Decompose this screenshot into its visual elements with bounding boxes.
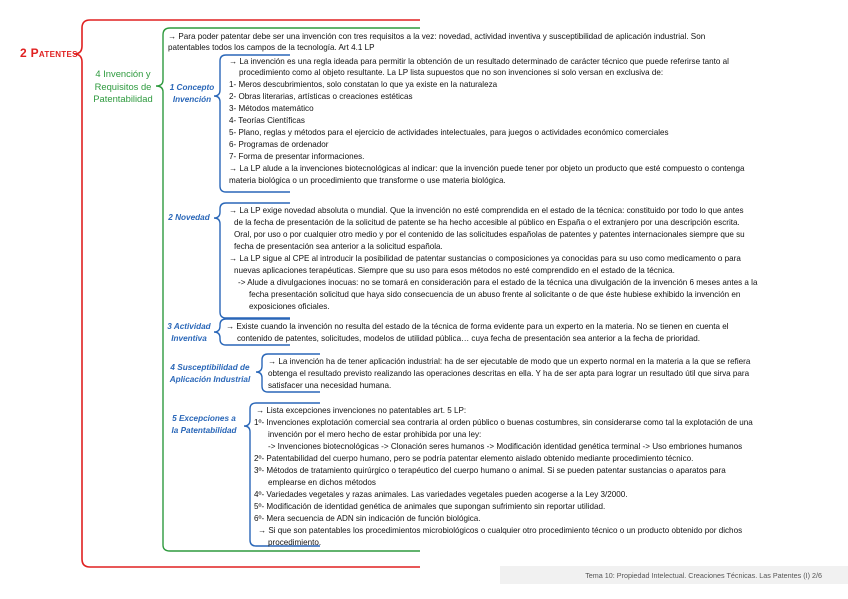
text-line: 7- Forma de presentar informaciones. bbox=[229, 152, 365, 161]
text-line: 3º- Métodos de tratamiento quirúrgico o terapéutico del cuerpo humano o animal. Si se pueden patentar sustancias o aparatos para bbox=[254, 466, 726, 475]
text-line: → Lista excepciones invenciones no patentables art. 5 LP: bbox=[256, 406, 467, 415]
text-line: → La LP sigue al CPE al introducir la posibilidad de patentar sustancias o composiciones ya conocidas para su uso como medicamento o para bbox=[229, 254, 741, 263]
text-line: -> Invenciones biotecnológicas -> Clonación seres humanos -> Modificación identidad genética terminal -> Uso embriones humanos bbox=[268, 442, 743, 451]
text-line: nuevas aplicaciones terapéuticas. Siempre que su uso para esos métodos no esté comprendido en el estado de la técnica. bbox=[234, 266, 675, 275]
text-line: materia biológica o un procedimiento que transforme o use materia biológica. bbox=[229, 176, 506, 185]
block-label-actividad: 3 Actividad Inventiva bbox=[167, 322, 211, 343]
text-line: 3- Métodos matemático bbox=[229, 104, 314, 113]
text-line: → La invención es una regla ideada para permitir la obtención de un resultado determinado de carácter técnico que puede referirse tanto al bbox=[229, 57, 729, 66]
text-line: → Existe cuando la invención no resulta del estado de la técnica de forma evidente para un experto en la materia. No se tienen en cuenta el bbox=[226, 322, 729, 331]
text-line: 4º- Variedades vegetales y razas animales. Las variedades vegetales pueden acogerse a la Ley 3/2000. bbox=[254, 490, 628, 499]
text-line: fecha presentación solicitud que haya sido consecuencia de un abuso frente al solicitante o de que éste hubiese exhibido la invención en bbox=[249, 290, 741, 299]
text-line: 6º- Mera secuencia de ADN sin indicación de función biológica. bbox=[254, 514, 481, 523]
page-title: 2 Patentes bbox=[20, 46, 78, 60]
text-line: fecha de presentación sea anterior a la solicitud española. bbox=[234, 242, 443, 251]
text-line: → La invención ha de tener aplicación industrial: ha de ser ejecutable de modo que un experto normal en la materia a la que se refiera bbox=[268, 357, 751, 366]
text-line: exposiciones oficiales. bbox=[249, 302, 330, 311]
text-line: 2- Obras literarias, artísticas o creaciones estéticas bbox=[229, 92, 413, 101]
section-title: 4 Invención y Requisitos de Patentabilidad bbox=[93, 68, 153, 104]
text-line: Oral, por uso o por cualquier otro medio y por el contenido de las solicitudes españolas de patentes y patentes internacionales siempre que su bbox=[234, 230, 745, 239]
intro-line: patentables todos los campos de la tecnología. Art 4.1 LP bbox=[168, 43, 375, 52]
block-label-concepto: 1 Concepto Invención bbox=[169, 83, 215, 104]
text-line: de la fecha de presentación de la solicitud de patente se ha hecho accesible al público en España o el extranjero por una descripción escrita. bbox=[234, 218, 740, 227]
block-label-excepciones: 5 Excepciones a la Patentabilidad bbox=[171, 414, 237, 435]
block-label-novedad: 2 Novedad bbox=[168, 213, 210, 222]
text-line: → La LP alude a la invenciones biotecnológicas al indicar: que la invención puede tener por objeto un producto que esté compuesto o contenga bbox=[229, 164, 745, 173]
intro-line: → Para poder patentar debe ser una invención con tres requisitos a la vez: novedad, actividad inventiva y susceptibilidad de aplicación industrial. Son bbox=[168, 32, 706, 41]
text-line: -> Alude a divulgaciones inocuas: no se tomará en consideración para el estado de la técnica una divulgación de la invención 6 meses antes a la bbox=[238, 278, 758, 287]
text-line: procedimiento como al objeto resultante. La LP lista supuestos que no son invenciones si solo versan en exclusiva de: bbox=[239, 68, 664, 77]
text-line: 5- Plano, reglas y métodos para el ejercicio de actividades intelectuales, para juegos o actividades económico comerciales bbox=[229, 128, 669, 137]
text-line: → La LP exige novedad absoluta o mundial. Que la invención no esté comprendida en el estado de la técnica: constituido por todo lo que antes bbox=[229, 206, 744, 215]
text-line: 1º- Invenciones explotación comercial sea contraria al orden público o buenas costumbres, sin considerarse como tal la explotación de una bbox=[254, 418, 753, 427]
text-line: 2º- Patentabilidad del cuerpo humano, pero se podría patentar elemento aislado obtenido mediante procedimiento técnico. bbox=[254, 454, 694, 463]
text-line: 5º- Modificación de identidad genética de animales que supongan sufrimiento sin reportar utilidad. bbox=[254, 502, 606, 511]
text-line: emplearse en dichos métodos bbox=[268, 478, 376, 487]
text-line: → Si que son patentables los procedimientos microbiológicos o cualquier otro procedimiento técnico o un producto obtenido por dichos bbox=[258, 526, 743, 535]
text-line: 4- Teorías Científicas bbox=[229, 116, 305, 125]
text-line: 1- Meros descubrimientos, solo constatan lo que ya existe en la naturaleza bbox=[229, 80, 498, 89]
text-line: invención por el mero hecho de estar prohibida por una ley: bbox=[268, 430, 482, 439]
block-label-aplicacion: 4 Susceptibilidad de Aplicación Industrial bbox=[169, 363, 251, 384]
text-line: contenido de patentes, solicitudes, modelos de utilidad pública… cuya fecha de presentación sea anterior a la fecha de prioridad. bbox=[237, 334, 700, 343]
text-line: procedimiento. bbox=[268, 538, 322, 547]
text-line: satisfacer una necesidad humana. bbox=[268, 381, 392, 390]
text-line: obtenga el resultado previsto realizando las operaciones descritas en ella. Y ha de ser apta para lograr un resultado útil que sirva para bbox=[268, 369, 750, 378]
footer-text: Tema 10: Propiedad Intelectual. Creaciones Técnicas. Las Patentes (I) 2/6 bbox=[585, 571, 822, 580]
text-line: 6- Programas de ordenador bbox=[229, 140, 329, 149]
